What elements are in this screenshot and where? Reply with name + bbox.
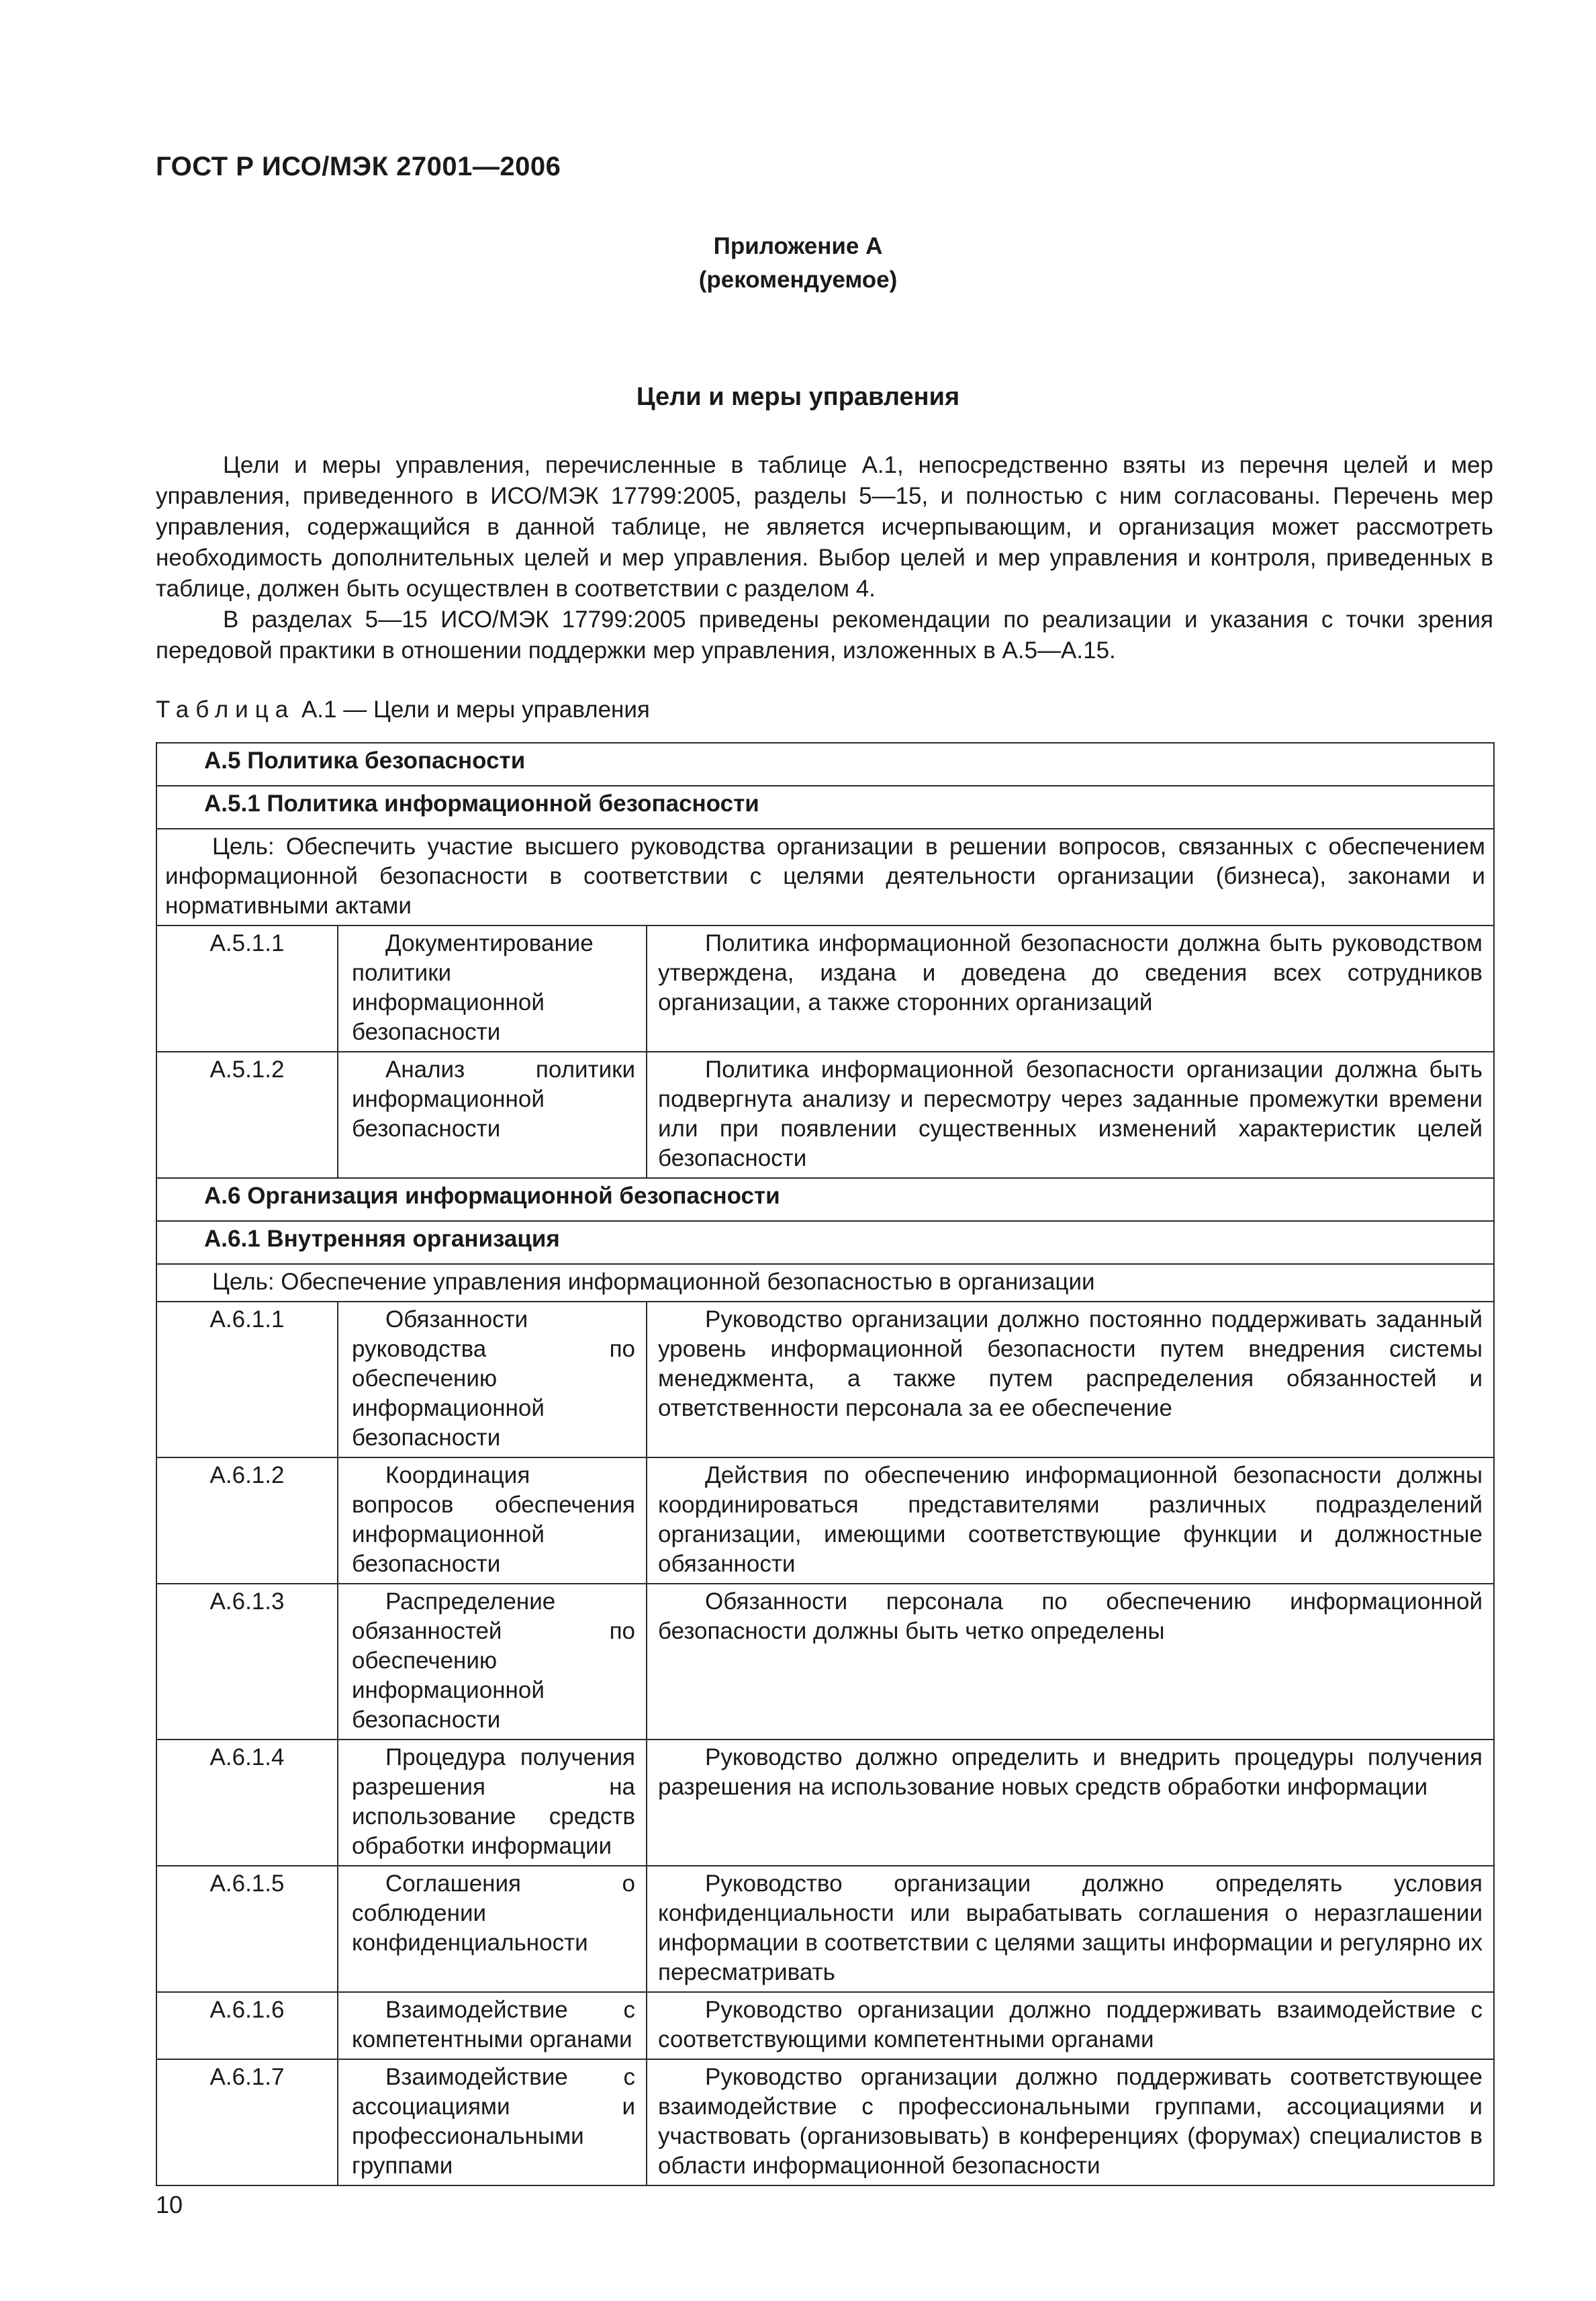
table-row — [156, 1584, 1494, 1740]
control-name-rest: обязанностей по обеспечению информационной безопасности — [352, 1618, 635, 1733]
control-name — [338, 1584, 647, 1740]
control-name-lead: Соглашения — [385, 1870, 522, 1897]
table-section-row — [156, 743, 1494, 786]
table-row — [156, 2059, 1494, 2185]
control-number: А.5.1.2 — [156, 1052, 338, 1178]
control-name-rest: политики информационной безопасности — [352, 1056, 635, 1142]
section-a51-heading: А.5.1 Политика информационной безопасности — [156, 786, 1494, 829]
control-number: А.6.1.4 — [156, 1740, 338, 1866]
control-description: Действия по обеспечению информационной безопасности должны координироваться представителями различных подразделений организации, имеющими соответствующие функции и должностные обязанности — [647, 1457, 1494, 1584]
table-row — [156, 1457, 1494, 1584]
control-number: А.6.1.6 — [156, 1992, 338, 2059]
control-name-lead: Взаимодействие — [385, 1997, 568, 2023]
appendix-title: Приложение А — [713, 233, 883, 259]
control-name-rest: вопросов обеспечения информационной безопасности — [352, 1492, 635, 1577]
table-goal-row — [156, 829, 1494, 926]
control-number: А.6.1.1 — [156, 1302, 338, 1457]
control-number: А.5.1.1 — [156, 926, 338, 1052]
section-a61-heading: А.6.1 Внутренняя организация — [156, 1221, 1494, 1264]
section-a5-heading: А.5 Политика безопасности — [156, 743, 1494, 786]
table-caption-label: Таблица — [156, 696, 295, 723]
table-row — [156, 1992, 1494, 2059]
intro-text — [156, 450, 1493, 666]
table-goal-row — [156, 1264, 1494, 1302]
control-name — [338, 1740, 647, 1866]
section-a6-heading: А.6 Организация информационной безопасности — [156, 1178, 1494, 1221]
control-description: Обязанности персонала по обеспечению информационной безопасности должны быть четко определены — [647, 1584, 1494, 1740]
table-section-row — [156, 786, 1494, 829]
section-title: Цели и меры управления — [636, 383, 960, 411]
control-name-lead: Координация — [385, 1462, 530, 1488]
controls-table — [156, 742, 1495, 2186]
control-name-rest: получения разрешения на использование средств обработки информации — [352, 1744, 635, 1859]
intro-paragraph-2: В разделах 5—15 ИСО/МЭК 17799:2005 приведены рекомендации по реализации и указания с точки зрения передовой практики в отношении поддержки мер управления, изложенных в А.5—А.15. — [156, 606, 1493, 664]
control-name-lead: Взаимодействие — [385, 2064, 568, 2090]
control-description: Политика информационной безопасности организации должна быть подвергнута анализу и пересмотру через заданные промежутки времени или при появлении существенных изменений характеристик целей безопасности — [647, 1052, 1494, 1178]
control-description: Руководство должно определить и внедрить процедуры получения разрешения на использование новых средств обработки информации — [647, 1740, 1494, 1866]
control-description: Руководство организации должно поддерживать взаимодействие с соответствующими компетентными органами — [647, 1992, 1494, 2059]
table-row — [156, 1866, 1494, 1992]
control-name-lead: Документирование — [385, 930, 594, 956]
control-name-rest: с компетентными органами — [352, 1997, 635, 2052]
table-row — [156, 1302, 1494, 1457]
control-description: Руководство организации должно постоянно поддерживать заданный уровень информационной безопасности путем внедрения системы менеджмента, а также путем распределения обязанностей и ответственности персонала за ее обеспечение — [647, 1302, 1494, 1457]
control-name — [338, 1866, 647, 1992]
section-a51-goal: Цель: Обеспечить участие высшего руководства организации в решении вопросов, связанных с обеспечением информационной безопасности в соответствии с целями деятельности организации (бизнеса), законами и нормативными актами — [156, 829, 1494, 926]
table-row — [156, 926, 1494, 1052]
control-name — [338, 1302, 647, 1457]
control-name-rest: с ассоциациями и профессиональными группами — [352, 2064, 635, 2179]
intro-paragraph-1: Цели и меры управления, перечисленные в таблице А.1, непосредственно взяты из перечня целей и мер управления, приведенного в ИСО/МЭК 17799:2005, разделы 5—15, и полностью с ним согласованы. Перечень мер управления, содержащийся в данной таблице, не является исчерпывающим, и организация может рассмотреть необходимость дополнительных целей и мер управления. Выбор целей и мер управления и контроля, приведенных в таблице, должен быть осуществлен в соответствии с разделом 4. — [156, 452, 1493, 602]
control-name — [338, 2059, 647, 2185]
table-caption-title: А.1 — Цели и меры управления — [295, 696, 650, 723]
control-number: А.6.1.5 — [156, 1866, 338, 1992]
table-row — [156, 1052, 1494, 1178]
table-section-row — [156, 1221, 1494, 1264]
control-name-lead: Распределение — [385, 1588, 556, 1615]
control-description: Руководство организации должно определять условия конфиденциальности или вырабатывать соглашения о неразглашении информации в соответствии с целями защиты информации и регулярно их пересматривать — [647, 1866, 1494, 1992]
control-number: А.6.1.7 — [156, 2059, 338, 2185]
table-caption — [156, 696, 650, 723]
control-name-rest: о соблюдении конфиденциальности — [352, 1870, 635, 1956]
control-name-rest: руководства по обеспечению информационной безопасности — [352, 1336, 635, 1451]
appendix-heading — [0, 230, 1596, 297]
page-number: 10 — [156, 2191, 183, 2218]
control-number: А.6.1.3 — [156, 1584, 338, 1740]
section-a61-goal: Цель: Обеспечение управления информационной безопасностью в организации — [156, 1264, 1494, 1302]
control-name-rest: политики информационной безопасности — [352, 960, 545, 1045]
document-code-header: ГОСТ Р ИСО/МЭК 27001—2006 — [156, 152, 561, 181]
control-number: А.6.1.2 — [156, 1457, 338, 1584]
control-description: Политика информационной безопасности должна быть руководством утверждена, издана и доведена до сведения всех сотрудников организации, а также сторонних организаций — [647, 926, 1494, 1052]
control-name — [338, 1457, 647, 1584]
control-name — [338, 1052, 647, 1178]
control-description: Руководство организации должно поддерживать соответствующее взаимодействие с профессиональными группами, ассоциациями и участвовать (организовывать) в конференциях (форумах) специалистов в области информационной безопасности — [647, 2059, 1494, 2185]
table-section-row — [156, 1178, 1494, 1221]
appendix-status: (рекомендуемое) — [698, 267, 898, 293]
control-name-lead: Обязанности — [385, 1306, 528, 1333]
control-name-lead: Процедура — [385, 1744, 506, 1770]
control-name-lead: Анализ — [385, 1056, 465, 1083]
control-name — [338, 1992, 647, 2059]
table-row — [156, 1740, 1494, 1866]
control-name — [338, 926, 647, 1052]
